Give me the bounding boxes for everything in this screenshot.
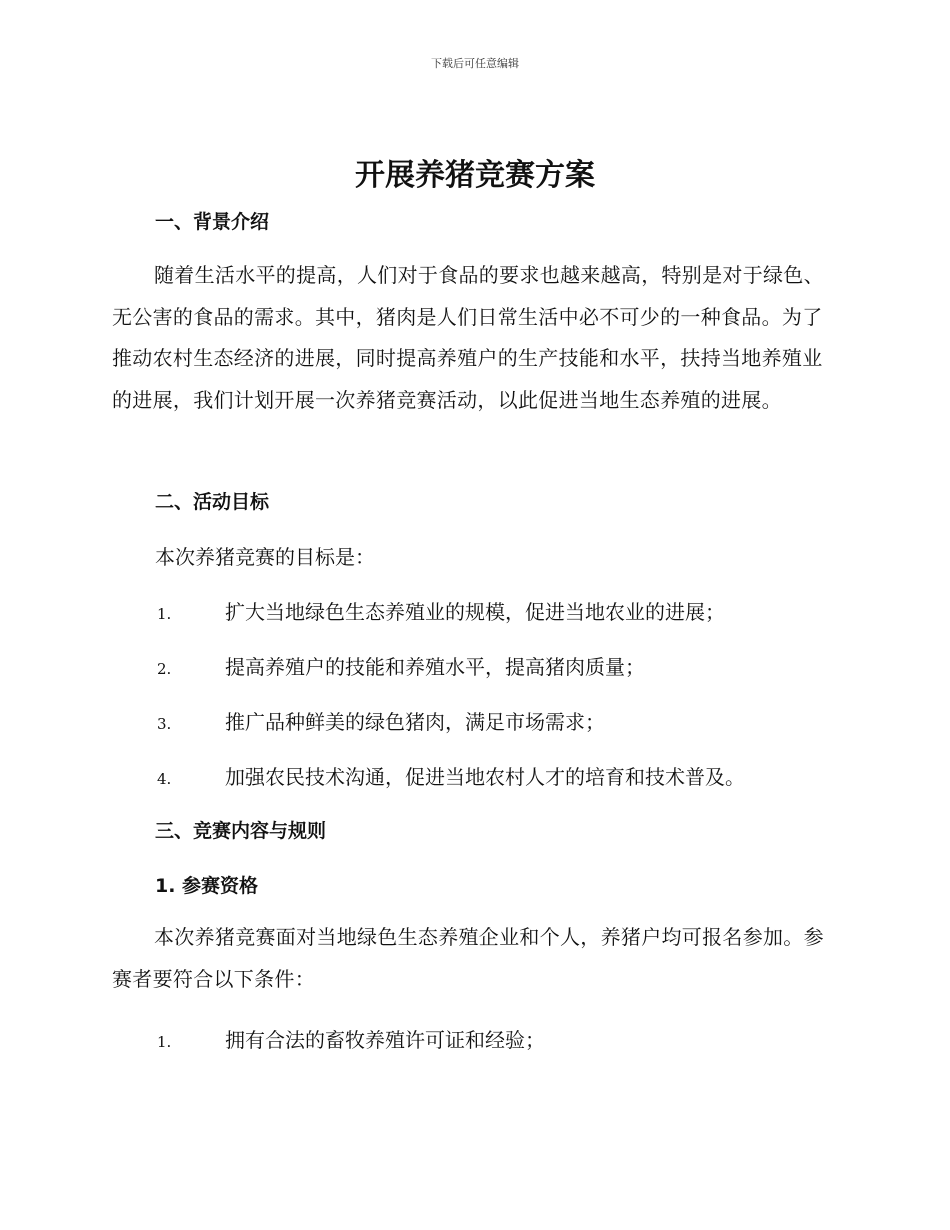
list-item-number: 2.	[157, 660, 172, 678]
list-item-number: 4.	[157, 770, 172, 788]
list-item	[157, 706, 857, 735]
list-item-number: 1.	[157, 1033, 172, 1051]
section-heading-background: 一、背景介绍	[155, 211, 270, 233]
list-item	[157, 1024, 857, 1053]
list-item-text: 提高养殖户的技能和养殖水平，提高猪肉质量；	[225, 655, 645, 679]
section-heading-rules: 三、竞赛内容与规则	[155, 820, 327, 842]
list-item-text: 扩大当地绿色生态养殖业的规模，促进当地农业的进展；	[225, 600, 725, 624]
list-item-text: 推广品种鲜美的绿色猪肉，满足市场需求；	[225, 710, 605, 734]
eligibility-paragraph: 本次养猪竞赛面对当地绿色生态养殖企业和个人，养猪户均可报名参加。参赛者要符合以下条件：	[112, 925, 824, 991]
list-item-number: 1.	[157, 605, 172, 623]
list-item-text: 加强农民技术沟通，促进当地农村人才的培育和技术普及。	[225, 765, 745, 789]
list-item-text: 拥有合法的畜牧养殖许可证和经验；	[225, 1028, 545, 1052]
sub-heading-eligibility: 1. 参赛资格	[155, 875, 259, 897]
section-heading-goals: 二、活动目标	[155, 491, 270, 513]
list-item	[157, 761, 857, 790]
list-item	[157, 651, 857, 680]
list-item	[157, 596, 857, 625]
goals-intro: 本次养猪竞赛的目标是：	[155, 545, 375, 569]
list-item-number: 3.	[157, 715, 172, 733]
background-paragraph: 随着生活水平的提高，人们对于食品的要求也越来越高，特别是对于绿色、无公害的食品的需求。其中，猪肉是人们日常生活中必不可少的一种食品。为了推动农村生态经济的进展，同时提高养殖户的生产技能和水平，扶持当地养殖业的进展，我们计划开展一次养猪竞赛活动，以此促进当地生态养殖的进展。	[112, 263, 824, 412]
header-note: 下载后可任意编辑	[431, 57, 519, 70]
document-title: 开展养猪竞赛方案	[355, 158, 595, 193]
